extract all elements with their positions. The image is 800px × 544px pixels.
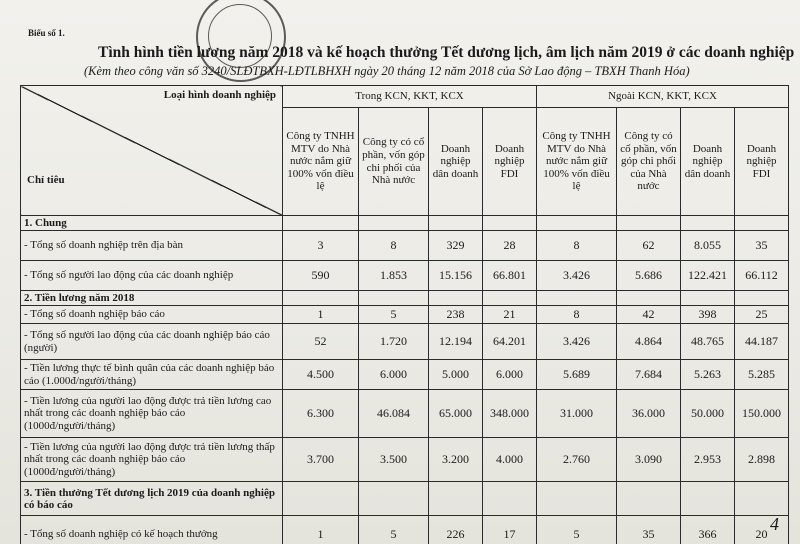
value-cell: 1 <box>283 516 359 544</box>
value-cell: 2.760 <box>537 438 617 482</box>
header-corner-top: Loại hình doanh nghiệp <box>163 89 276 101</box>
empty-cell <box>429 216 483 231</box>
column-header: Doanh nghiệp dân doanh <box>681 108 735 216</box>
column-header: Doanh nghiệp FDI <box>483 108 537 216</box>
value-cell: 226 <box>429 516 483 544</box>
empty-cell <box>681 291 735 306</box>
value-cell: 150.000 <box>735 390 789 438</box>
empty-cell <box>283 482 359 516</box>
value-cell: 1.853 <box>359 261 429 291</box>
empty-cell <box>359 482 429 516</box>
empty-cell <box>359 291 429 306</box>
empty-cell <box>537 482 617 516</box>
group-header-inside: Trong KCN, KKT, KCX <box>283 86 537 108</box>
value-cell: 5.000 <box>429 360 483 390</box>
document-title: Tình hình tiền lương năm 2018 và kế hoạch thưởng Tết dương lịch, âm lịch năm 2019 ở các doanh nghiệp <box>98 44 795 61</box>
value-cell: 5.285 <box>735 360 789 390</box>
value-cell: 348.000 <box>483 390 537 438</box>
table-row <box>21 390 789 438</box>
table-row <box>21 306 789 324</box>
column-header: Công ty TNHH MTV do Nhà nước nắm giữ 100% vốn điều lệ <box>537 108 617 216</box>
value-cell: 3 <box>283 231 359 261</box>
value-cell: 8 <box>537 306 617 324</box>
row-label: - Tiền lương của người lao động được trả tiền lương thấp nhất trong các doanh nghiệp báo cáo (1000đ/người/tháng) <box>21 438 283 482</box>
value-cell: 42 <box>617 306 681 324</box>
value-cell: 5.686 <box>617 261 681 291</box>
value-cell: 366 <box>681 516 735 544</box>
value-cell: 66.112 <box>735 261 789 291</box>
document-subtitle: (Kèm theo công văn số 3240/SLĐTBXH-LĐTLBHXH ngày 20 tháng 12 năm 2018 của Sở Lao động – TBXH Thanh Hóa) <box>84 64 690 78</box>
section-row <box>21 291 789 306</box>
row-label: - Tiền lương của người lao động được trả tiền lương cao nhất trong các doanh nghiệp báo cáo (1000đ/người/tháng) <box>21 390 283 438</box>
value-cell: 4.500 <box>283 360 359 390</box>
value-cell: 5.689 <box>537 360 617 390</box>
empty-cell <box>537 216 617 231</box>
section-title: 2. Tiền lương năm 2018 <box>21 291 283 306</box>
row-label: - Tiền lương thực tế bình quân của các doanh nghiệp báo cáo (1.000đ/người/tháng) <box>21 360 283 390</box>
value-cell: 1.720 <box>359 324 429 360</box>
empty-cell <box>617 291 681 306</box>
empty-cell <box>429 482 483 516</box>
row-label: - Tổng số doanh nghiệp có kế hoạch thưởng <box>21 516 283 544</box>
empty-cell <box>429 291 483 306</box>
value-cell: 398 <box>681 306 735 324</box>
header-corner-cell <box>21 86 283 216</box>
value-cell: 44.187 <box>735 324 789 360</box>
empty-cell <box>681 216 735 231</box>
empty-cell <box>359 216 429 231</box>
value-cell: 31.000 <box>537 390 617 438</box>
value-cell: 8 <box>537 231 617 261</box>
value-cell: 20 <box>735 516 789 544</box>
value-cell: 5 <box>359 306 429 324</box>
value-cell: 15.156 <box>429 261 483 291</box>
value-cell: 8 <box>359 231 429 261</box>
value-cell: 25 <box>735 306 789 324</box>
empty-cell <box>735 291 789 306</box>
header-corner-bottom: Chỉ tiêu <box>27 174 65 187</box>
form-number: Biểu số 1. <box>28 28 65 38</box>
empty-cell <box>617 482 681 516</box>
empty-cell <box>537 291 617 306</box>
table-row <box>21 261 789 291</box>
table-row <box>21 324 789 360</box>
value-cell: 3.426 <box>537 261 617 291</box>
value-cell: 329 <box>429 231 483 261</box>
column-header: Doanh nghiệp dân doanh <box>429 108 483 216</box>
column-header: Công ty có cổ phần, vốn góp chi phối của Nhà nước <box>617 108 681 216</box>
column-header: Công ty có cổ phần, vốn góp chi phối của Nhà nước <box>359 108 429 216</box>
row-label: - Tổng số người lao động của các doanh nghiệp <box>21 261 283 291</box>
value-cell: 65.000 <box>429 390 483 438</box>
empty-cell <box>283 291 359 306</box>
table-row <box>21 438 789 482</box>
value-cell: 122.421 <box>681 261 735 291</box>
column-header: Doanh nghiệp FDI <box>735 108 789 216</box>
empty-cell <box>483 291 537 306</box>
table-row <box>21 231 789 261</box>
value-cell: 12.194 <box>429 324 483 360</box>
value-cell: 3.200 <box>429 438 483 482</box>
value-cell: 50.000 <box>681 390 735 438</box>
value-cell: 17 <box>483 516 537 544</box>
salary-table <box>20 85 789 544</box>
value-cell: 2.898 <box>735 438 789 482</box>
section-title: 1. Chung <box>21 216 283 231</box>
value-cell: 64.201 <box>483 324 537 360</box>
value-cell: 35 <box>735 231 789 261</box>
empty-cell <box>283 216 359 231</box>
value-cell: 28 <box>483 231 537 261</box>
value-cell: 2.953 <box>681 438 735 482</box>
empty-cell <box>483 216 537 231</box>
value-cell: 3.090 <box>617 438 681 482</box>
value-cell: 21 <box>483 306 537 324</box>
value-cell: 7.684 <box>617 360 681 390</box>
value-cell: 590 <box>283 261 359 291</box>
group-header-outside: Ngoài KCN, KKT, KCX <box>537 86 789 108</box>
value-cell: 6.300 <box>283 390 359 438</box>
section-row <box>21 482 789 516</box>
value-cell: 3.700 <box>283 438 359 482</box>
empty-cell <box>735 482 789 516</box>
value-cell: 36.000 <box>617 390 681 438</box>
value-cell: 5 <box>359 516 429 544</box>
value-cell: 238 <box>429 306 483 324</box>
column-header: Công ty TNHH MTV do Nhà nước nắm giữ 100% vốn điều lệ <box>283 108 359 216</box>
row-label: - Tổng số người lao động của các doanh nghiệp báo cáo (người) <box>21 324 283 360</box>
row-label: - Tổng số doanh nghiệp báo cáo <box>21 306 283 324</box>
section-title: 3. Tiền thưởng Tết dương lịch 2019 của doanh nghiệp có báo cáo <box>21 482 283 516</box>
empty-cell <box>681 482 735 516</box>
value-cell: 3.500 <box>359 438 429 482</box>
value-cell: 62 <box>617 231 681 261</box>
page-mark: 4 <box>770 514 779 534</box>
value-cell: 1 <box>283 306 359 324</box>
value-cell: 4.000 <box>483 438 537 482</box>
value-cell: 8.055 <box>681 231 735 261</box>
value-cell: 6.000 <box>359 360 429 390</box>
value-cell: 46.084 <box>359 390 429 438</box>
value-cell: 6.000 <box>483 360 537 390</box>
section-row <box>21 216 789 231</box>
empty-cell <box>735 216 789 231</box>
row-label: - Tổng số doanh nghiệp trên địa bàn <box>21 231 283 261</box>
value-cell: 48.765 <box>681 324 735 360</box>
table-row <box>21 516 789 544</box>
table-row <box>21 360 789 390</box>
value-cell: 35 <box>617 516 681 544</box>
value-cell: 5 <box>537 516 617 544</box>
value-cell: 3.426 <box>537 324 617 360</box>
value-cell: 66.801 <box>483 261 537 291</box>
value-cell: 52 <box>283 324 359 360</box>
value-cell: 4.864 <box>617 324 681 360</box>
empty-cell <box>483 482 537 516</box>
empty-cell <box>617 216 681 231</box>
value-cell: 5.263 <box>681 360 735 390</box>
